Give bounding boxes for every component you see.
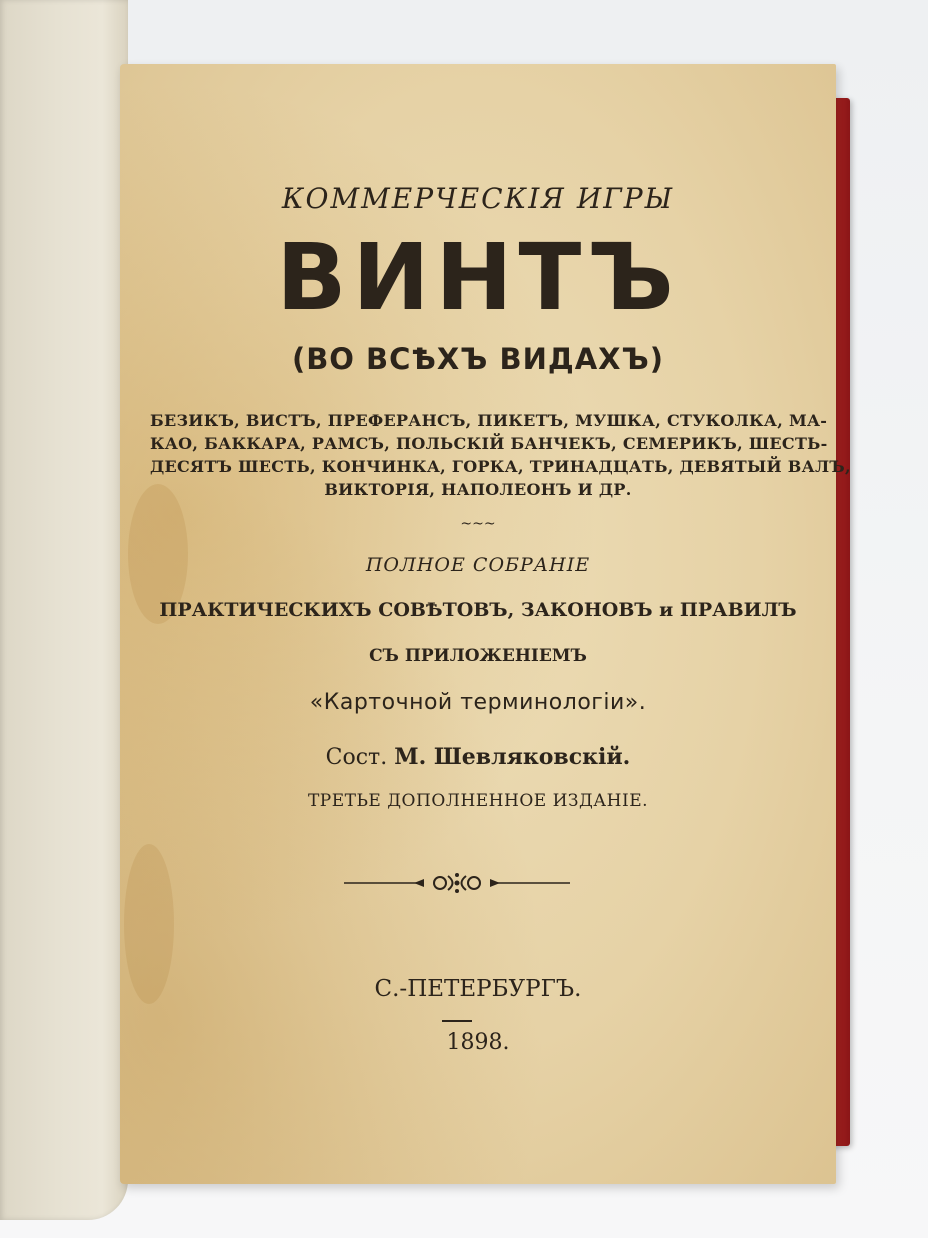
- terminology-line: «Карточной терминологіи».: [309, 690, 647, 715]
- swash-divider: ~~~: [460, 516, 496, 532]
- edition-line: ТРЕТЬЕ ДОПОЛНЕННОЕ ИЗДАНІЕ.: [307, 791, 649, 811]
- author-prefix: Сост.: [325, 745, 388, 770]
- games-line: КАО, БАККАРА, РАМСЪ, ПОЛЬСКІЙ БАНЧЕКЪ, СЕМЕРИКЪ, ШЕСТЬ-: [150, 434, 828, 453]
- games-list: [150, 409, 851, 501]
- collection-line: ПОЛНОЕ СОБРАНІЕ: [365, 554, 591, 576]
- author-line: [120, 744, 836, 770]
- games-line: ВИКТОРІЯ, НАПОЛЕОНЪ И ДР.: [324, 480, 632, 499]
- city-line: С.-ПЕТЕРБУРГЪ.: [374, 976, 582, 1002]
- left-page: [0, 0, 128, 1220]
- sub-title: (ВО ВСѢХЪ ВИДАХЪ): [291, 342, 665, 376]
- games-line: БЕЗИКЪ, ВИСТЪ, ПРЕФЕРАНСЪ, ПИКЕТЪ, МУШКА, СТУКОЛКА, МА-: [150, 411, 828, 430]
- ornament-icon: [344, 872, 570, 894]
- games-line: ДЕСЯТЪ ШЕСТЬ, КОНЧИНКА, ГОРКА, ТРИНАДЦАТЬ, ДЕВЯТЫЙ ВАЛЪ,: [150, 457, 851, 476]
- year-line: 1898.: [446, 1030, 510, 1055]
- title-page: [120, 64, 851, 1184]
- main-title: ВИНТЪ: [276, 224, 680, 331]
- author-name: М. Шевляковскій.: [394, 744, 631, 770]
- separator-dash: [442, 1020, 472, 1022]
- appendix-line: СЪ ПРИЛОЖЕНІЕМЪ: [369, 646, 587, 666]
- advice-line: ПРАКТИЧЕСКИХЪ СОВѢТОВЪ, ЗАКОНОВЪ и ПРАВИЛЪ: [159, 599, 797, 621]
- subtitle-top: КОММЕРЧЕСКІЯ ИГРЫ: [281, 182, 675, 215]
